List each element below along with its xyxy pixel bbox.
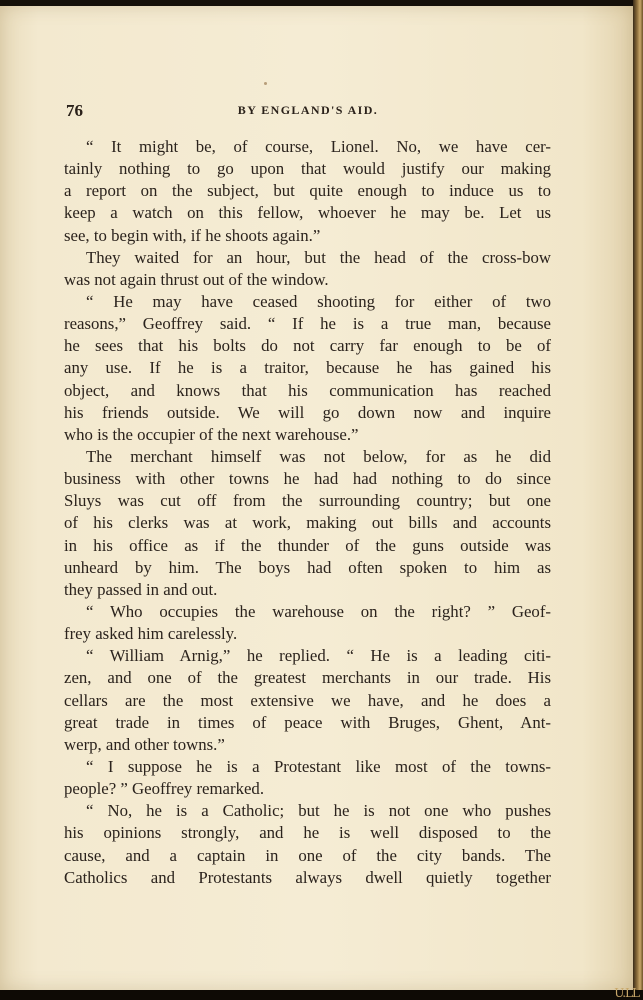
text-line: reasons,” Geoffrey said. “ If he is a true man, because: [64, 314, 551, 334]
text-line: cellars are the most extensive we have, and he does a: [64, 690, 551, 710]
text-line: his friends outside. We will go down now and inquire: [64, 402, 551, 422]
page-number: 76: [66, 101, 83, 120]
text-line: frey asked him carelessly.: [64, 624, 238, 644]
book-page: [0, 6, 633, 990]
text-line: “ It might be, of course, Lionel. No, we have cer-: [86, 137, 551, 156]
text-line: business with other towns he had had nothing to do since: [64, 469, 551, 489]
text-line: The merchant himself was not below, for as he did: [86, 446, 551, 466]
running-header: [66, 101, 550, 121]
text-line: “ No, he is a Catholic; but he is not one who pushes: [86, 801, 551, 821]
text-line: unheard by him. The boys had often spoken to him as: [64, 557, 551, 577]
text-line: see, to begin with, if he shoots again.”: [64, 225, 321, 245]
text-line: was not again thrust out of the window.: [64, 269, 329, 289]
text-line: keep a watch on this fellow, whoever he may be. Let us: [64, 203, 551, 223]
text-line: werp, and other towns.”: [64, 734, 225, 754]
running-title: BY ENGLAND'S AID.: [237, 103, 379, 117]
text-line: They waited for an hour, but the head of the cross-bow: [86, 247, 551, 267]
scan-border: [0, 990, 643, 1000]
text-line: “ He may have ceased shooting for either of two: [86, 291, 551, 311]
text-line: he sees that his bolts do not carry far enough to be of: [64, 336, 551, 356]
footer-mark: U.LL: [614, 986, 639, 1000]
text-line: his opinions strongly, and he is well disposed to the: [64, 823, 551, 843]
text-line: “ Who occupies the warehouse on the right? ” Geof-: [86, 601, 551, 621]
text-line: tainly nothing to go upon that would justify our making: [64, 159, 551, 179]
text-line: “ William Arnig,” he replied. “ He is a leading citi-: [86, 646, 551, 666]
text-line: cause, and a captain in one of the city bands. The: [64, 845, 551, 865]
text-line: in his office as if the thunder of the guns outside was: [64, 535, 551, 555]
book-edge: [633, 0, 643, 1000]
text-line: zen, and one of the greatest merchants in our trade. His: [64, 668, 551, 688]
text-line: any use. If he is a traitor, because he has gained his: [64, 358, 551, 378]
text-line: Catholics and Protestants always dwell quietly together: [64, 867, 551, 887]
text-line: who is the occupier of the next warehouse.”: [64, 424, 359, 444]
text-line: a report on the subject, but quite enough to induce us to: [64, 181, 551, 201]
text-line: they passed in and out.: [64, 579, 218, 599]
text-line: great trade in times of peace with Bruges, Ghent, Ant-: [64, 712, 551, 732]
body-text: [64, 136, 551, 889]
text-line: “ I suppose he is a Protestant like most of the towns-: [86, 756, 551, 776]
text-line: Sluys was cut off from the surrounding country; but one: [64, 491, 551, 511]
text-line: object, and knows that his communication has reached: [64, 380, 551, 400]
ink-speck: [264, 82, 267, 85]
text-line: of his clerks was at work, making out bills and accounts: [64, 513, 551, 533]
text-line: people? ” Geoffrey remarked.: [64, 779, 265, 799]
